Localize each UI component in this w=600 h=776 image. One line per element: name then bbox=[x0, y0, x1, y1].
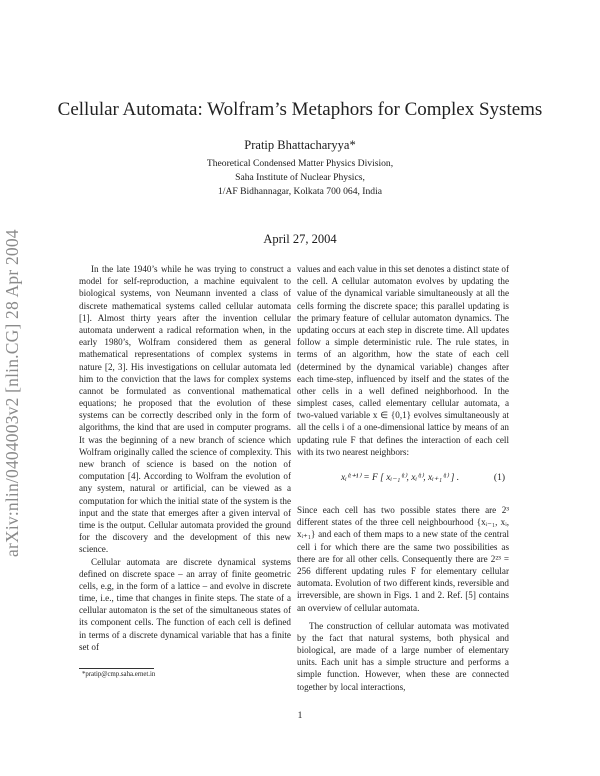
paper-title: Cellular Automata: Wolfram’s Metaphors for Complex Systems bbox=[57, 99, 543, 120]
footnote-rule bbox=[79, 668, 154, 669]
right-column bbox=[297, 263, 509, 693]
arxiv-identifier: arXiv:nlin/0404003v2 [nlin.CG] 28 Apr 2004 bbox=[2, 229, 22, 557]
paragraph: In the late 1940’s while he was trying to construct a model for self-reproduction, a machine equivalent to biological systems, von Neumann invented a class of discrete mathematical systems called cellular automata [1]. Almost thirty years after the invention cellular automata underwent a radical reformation when, in the early 1980’s, Wolfram considered them as general mathematical representations of complex systems in nature [2, 3]. His investigations on cellular automata led him to the conviction that the laws for complex systems cannot be formulated as conventional mathematical equations; he proposed that the evolution of these systems can be correctly described only in the form of algorithms, the kind that are used in computer programs. It was the beginning of a new branch of science which Wolfram originally called the science of complexity. This new branch of science is based on the notion of computation [4]. According to Wolfram the evolution of any system, natural or artificial, can be viewed as a computation for which the initial state of the system is the input and the state that emerges after a given interval of time is the output. Cellular automata provided the ground for the discovery and the development of this new science. bbox=[79, 264, 291, 555]
paragraph: The construction of cellular automata was motivated by the fact that natural systems, both physical and biological, are made of a large number of elementary units. Each unit has a simple structure and performs a simple function. However, when these are connected together by local interactions, bbox=[297, 620, 509, 692]
left-column bbox=[79, 263, 291, 653]
equation: xᵢ⁽ᵗ⁺¹⁾ = F [ xᵢ₋₁⁽ᵗ⁾, xᵢ⁽ᵗ⁾, xᵢ₊₁⁽ᵗ⁾ ] . bbox=[341, 473, 460, 483]
footnote: *pratip@cmp.saha.ernet.in bbox=[82, 671, 156, 678]
page-number: 1 bbox=[297, 711, 303, 721]
equation-block bbox=[297, 464, 509, 500]
paragraph: Cellular automata are discrete dynamical systems defined on discrete space – an array of finite geometric cells, e.g, in the form of a lattice – and evolve in discrete time, i.e., time that changes in finite steps. The state of a cellular automaton is the set of the simultaneous states of its component cells. The function of each cell is defined in terms of a discrete dynamical variable that has a finite set of bbox=[79, 556, 291, 652]
paragraph: values and each value in this set denotes a distinct state of the cell. A cellular automaton evolves by updating the value of the dynamical variable simultaneously at all the cells forming the discrete space; this parallel updating is the primary feature of cellular automaton dynamics. The updating occurs at each step in discrete time. All updates follow a simple deterministic rule. The rule states, in terms of an algorithm, how the state of each cell (determined by the dynamical variable) changes after each time-step, influenced by itself and the states of the other cells in a well defined neighborhood. In the simplest cases, called elementary cellular automata, a two-valued variable x ∈ {0,1} evolves simultaneously at all the cells i of a one-dimensional lattice by means of an updating rule F that defines the interaction of each cell with its two nearest neighbors: bbox=[297, 264, 509, 457]
equation-number: (1) bbox=[493, 473, 505, 483]
paragraph: Since each cell has two possible states there are 2³ different states of the three cell neighbourhood {xᵢ₋₁, xᵢ, xᵢ₊₁} and each of them maps to a new state of the central cell i for which there are the same two possibilities as there are for all other cells. Consequently there are 2²³ = 256 different updating rules F for elementary cellular automata. Evolution of two different kinds, reversible and irreversible, are shown in Figs. 1 and 2. Ref. [5] contains an overview of cellular automata. bbox=[297, 505, 509, 613]
author-name: Pratip Bhattacharyya* bbox=[244, 138, 356, 152]
affiliation-line-3: 1/AF Bidhannagar, Kolkata 700 064, India bbox=[217, 186, 382, 197]
publication-date: April 27, 2004 bbox=[263, 232, 337, 246]
affiliation-line-2: Saha Institute of Nuclear Physics, bbox=[235, 172, 365, 183]
affiliation-line-1: Theoretical Condensed Matter Physics Division, bbox=[206, 158, 394, 169]
